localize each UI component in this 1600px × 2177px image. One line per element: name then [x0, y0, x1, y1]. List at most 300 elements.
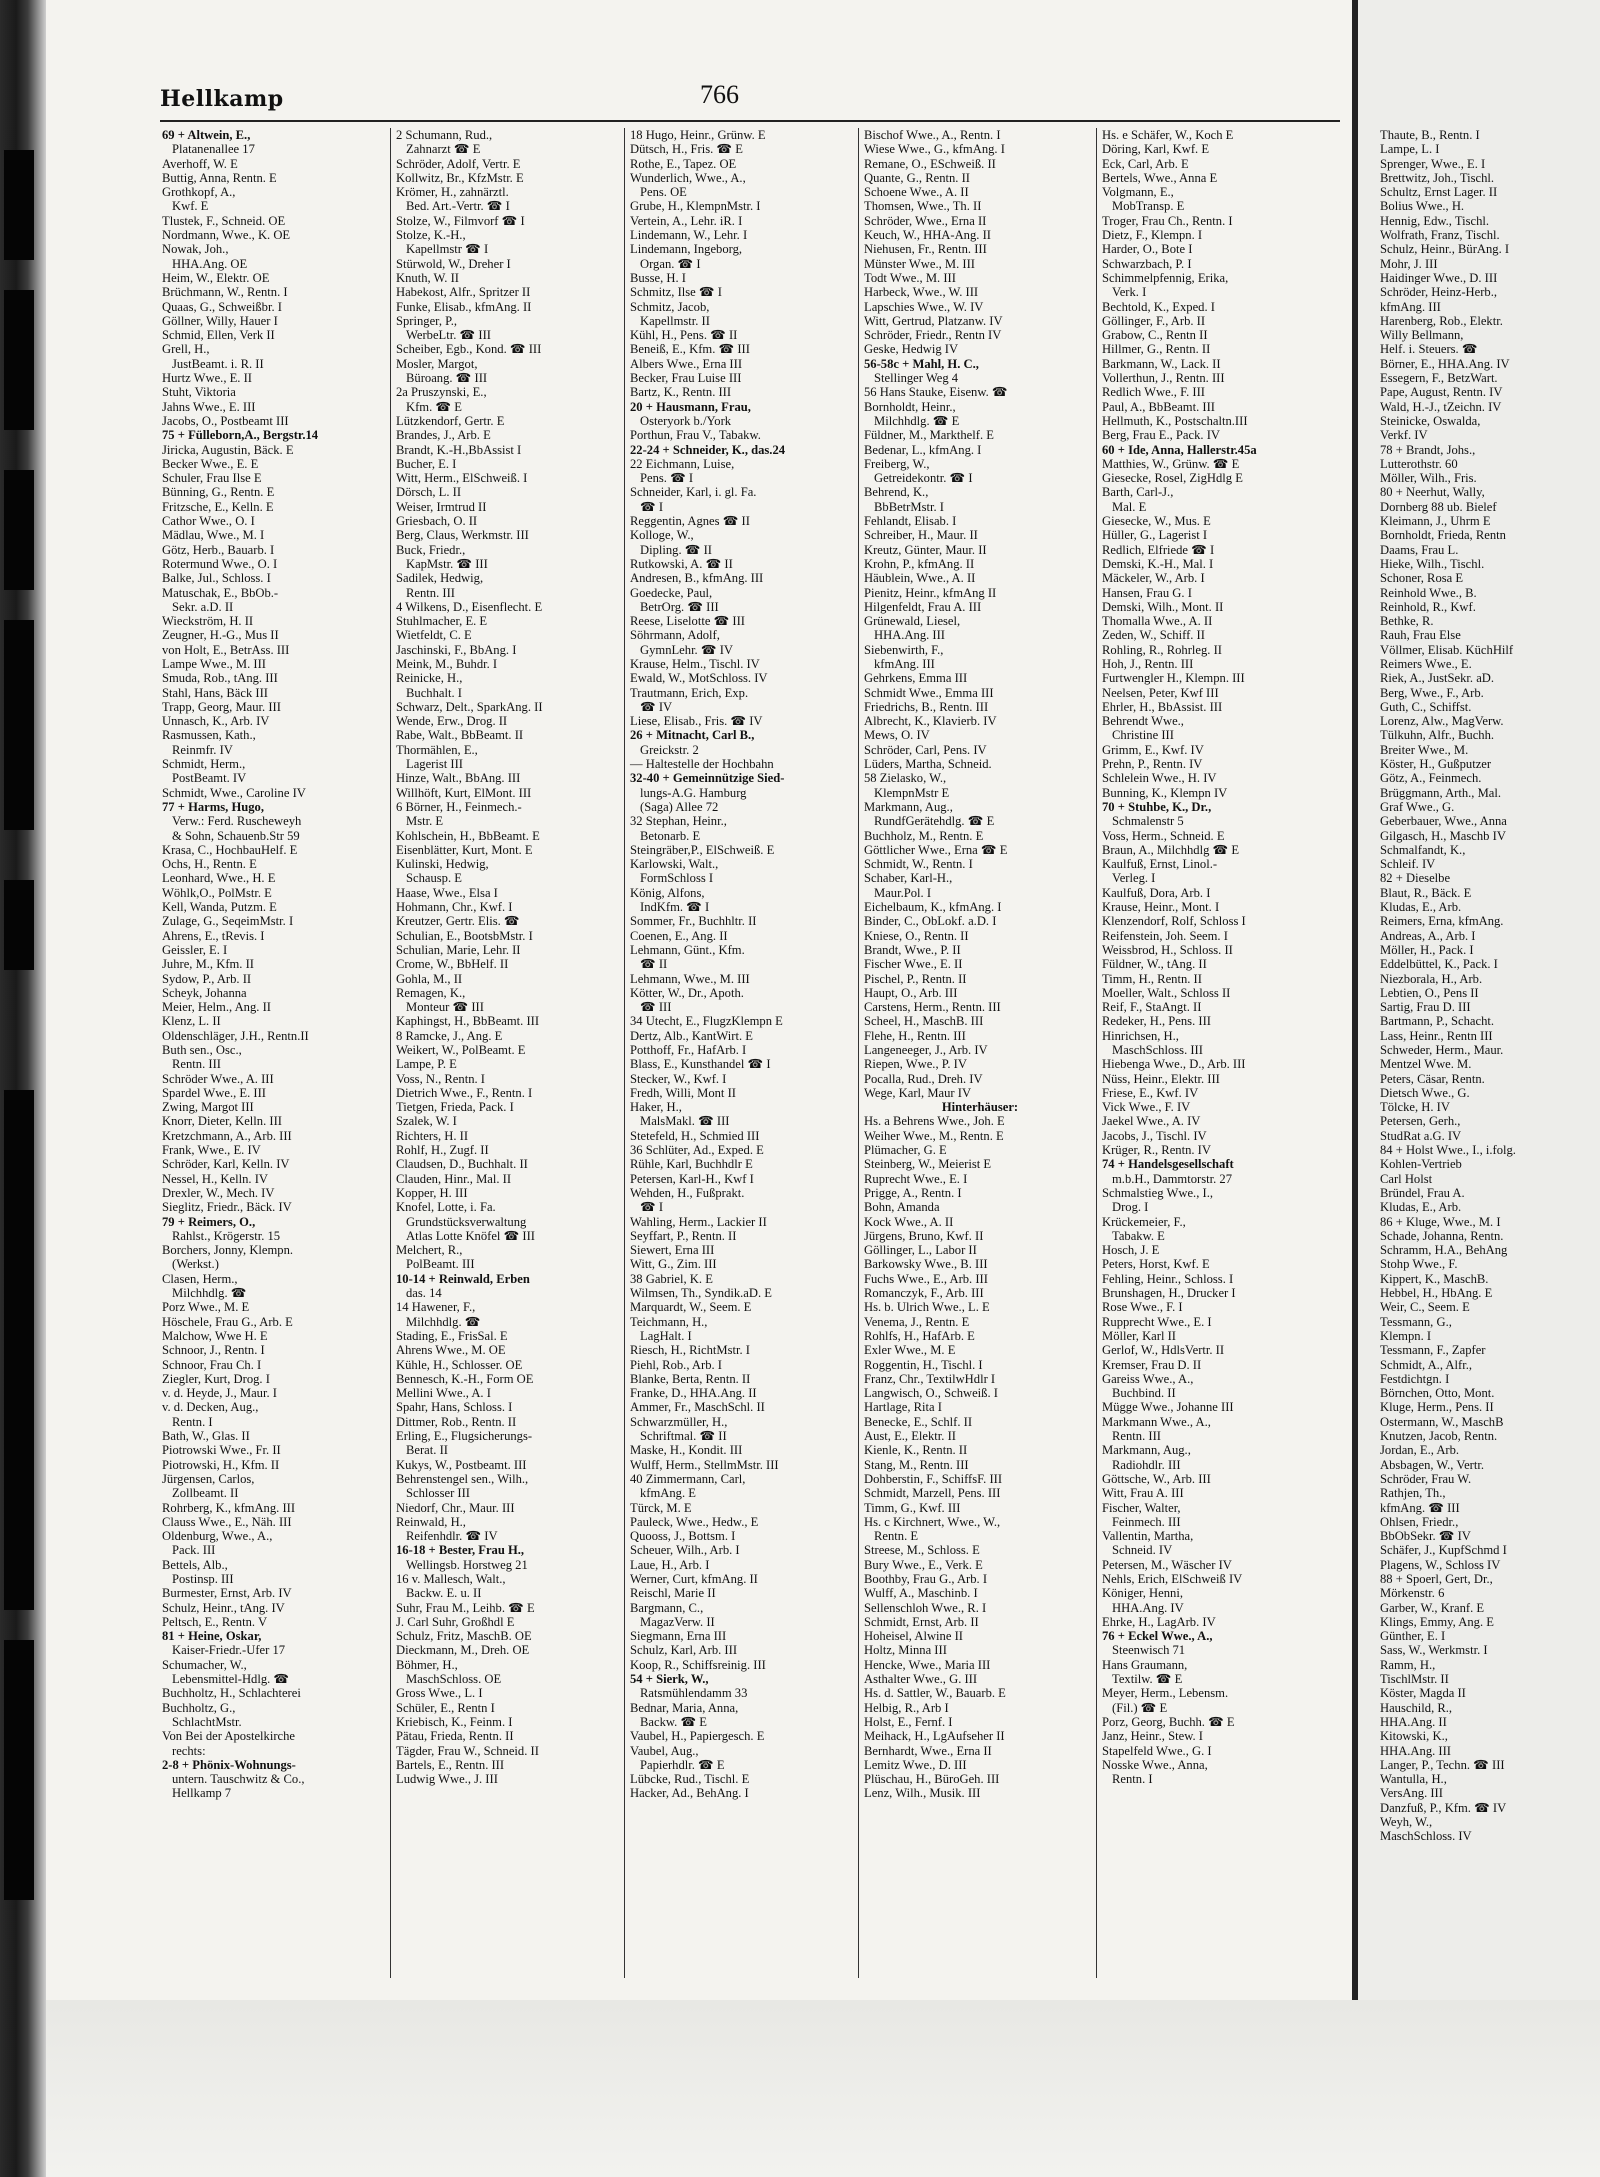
- directory-entry-line: Pätau, Frieda, Rentn. II: [396, 1729, 514, 1744]
- directory-entry-line: Buchhalt. I: [406, 685, 462, 700]
- directory-entry-line: Wunderlich, Wwe., A.,: [630, 170, 746, 185]
- directory-entry-line: Brandt, K.-H.,BbAssist I: [396, 442, 522, 457]
- directory-entry-line: Schröder, Carl, Pens. IV: [864, 742, 987, 757]
- directory-entry-line: kfmAng. E: [640, 1486, 696, 1501]
- directory-entry-line: Schröder, Wwe., Erna II: [864, 213, 987, 228]
- directory-entry-line: Stetefeld, H., Schmied III: [630, 1128, 760, 1143]
- directory-entry-line: Dörsch, L. II: [396, 485, 462, 500]
- directory-entry-line: TischlMstr. II: [1380, 1672, 1449, 1687]
- directory-entry-line: Böhmer, H.,: [396, 1657, 458, 1672]
- directory-entry-line: Lüders, Martha, Schneid.: [864, 757, 992, 772]
- directory-entry-line: Borchers, Jonny, Klempn.: [162, 1243, 294, 1258]
- directory-entry-line: Grothkopf, A.,: [162, 185, 236, 200]
- directory-entry-line: Piotrowski Wwe., Fr. II: [162, 1443, 281, 1458]
- directory-entry-line: Gohla, M., II: [396, 971, 463, 986]
- directory-entry-line: kfmAng. III: [874, 656, 935, 671]
- directory-entry-line: KapMstr. ☎ III: [406, 556, 488, 571]
- directory-entry-line: Schumacher, W.,: [162, 1657, 247, 1672]
- directory-entry-line: Wolfrath, Franz, Tischl.: [1380, 228, 1500, 243]
- directory-entry-line: IndKfm. ☎ I: [640, 900, 710, 915]
- directory-entry-line: Krause, Helm., Tischl. IV: [630, 656, 760, 671]
- directory-entry-line: Mosler, Margot,: [396, 356, 478, 371]
- directory-entry-line: Boothby, Frau G., Arb. I: [864, 1571, 988, 1586]
- directory-column-2: [394, 128, 625, 1978]
- directory-entry-line: Knuth, W. II: [396, 270, 459, 285]
- directory-entry-line: Schmitz, Ilse ☎ I: [630, 285, 722, 300]
- directory-entry-line: Haupt, O., Arb. III: [864, 985, 958, 1000]
- directory-entry-line: Milchhdlg. ☎: [406, 1314, 481, 1329]
- directory-entry-line: MobTransp. E: [1112, 199, 1185, 214]
- directory-entry-line: Dohberstin, F., SchiffsF. III: [864, 1471, 1003, 1486]
- directory-entry-line: Bettels, Alb.,: [162, 1557, 228, 1572]
- directory-entry-line: Hs. a Behrens Wwe., Joh. E: [864, 1114, 1005, 1129]
- directory-entry-line: Wietfeldt, C. E: [396, 628, 472, 643]
- directory-entry-line: Blaut, R., Bäck. E: [1380, 885, 1472, 900]
- directory-entry-line: Kohlschein, H., BbBeamt. E: [396, 828, 540, 843]
- directory-entry-line: (Saga) Allee 72: [640, 799, 719, 814]
- directory-entry-line: Crome, W., BbHelf. II: [396, 957, 509, 972]
- directory-entry-line: Harbeck, Wwe., W. III: [864, 285, 979, 300]
- directory-entry-line: Kriebisch, K., Feinm. I: [396, 1714, 513, 1729]
- directory-entry-line: Unnasch, K., Arb. IV: [162, 714, 270, 729]
- directory-entry-line: Buttig, Anna, Rentn. E: [162, 170, 277, 185]
- directory-entry-line: Vallentin, Martha,: [1102, 1529, 1194, 1544]
- directory-entry-line: Reinwald, H.,: [396, 1514, 466, 1529]
- directory-entry-line: Haidinger Wwe., D. III: [1380, 270, 1498, 285]
- directory-entry-line: Exler Wwe., M. E: [864, 1343, 956, 1358]
- directory-entry-line: Schmidt, Marzell, Pens. III: [864, 1486, 1001, 1501]
- directory-entry-line: Mews, O. IV: [864, 728, 930, 743]
- directory-entry-line: Schriftmal. ☎ II: [640, 1429, 727, 1444]
- directory-entry-line: 60 + Ide, Anna, Hallerstr.45a: [1102, 442, 1257, 457]
- directory-entry-line: Schmalfandt, K.,: [1380, 842, 1466, 857]
- directory-entry-line: König, Alfons,: [630, 885, 705, 900]
- directory-entry-line: Kühl, H., Pens. ☎ II: [630, 328, 738, 343]
- directory-entry-line: Wulff, A., Maschinb. I: [864, 1586, 978, 1601]
- directory-entry-line: 40 Zimmermann, Carl,: [630, 1471, 746, 1486]
- directory-entry-line: Stürwold, W., Dreher I: [396, 256, 511, 271]
- directory-entry-line: Göllner, Willy, Hauer I: [162, 313, 278, 328]
- directory-entry-line: Witt, Gertrud, Platzanw. IV: [864, 313, 1003, 328]
- directory-entry-line: HHA.Ang. IV: [1112, 1600, 1184, 1615]
- directory-entry-line: Thomsen, Wwe., Th. II: [864, 199, 982, 214]
- directory-entry-line: Weissbrod, H., Schloss. II: [1102, 942, 1233, 957]
- directory-entry-line: Helf. i. Steuers. ☎: [1380, 342, 1478, 357]
- directory-column-3: [628, 128, 859, 1978]
- directory-entry-line: Schmid, Ellen, Verk II: [162, 328, 275, 343]
- directory-entry-line: Petersen, M., Wäscher IV: [1102, 1557, 1232, 1572]
- directory-entry-line: Schuler, Frau Ilse E: [162, 471, 262, 486]
- directory-entry-line: ☎ II: [640, 957, 668, 972]
- directory-entry-line: Buchholz, M., Rentn. E: [864, 828, 984, 843]
- directory-entry-line: 2 Schumann, Rud.,: [396, 128, 493, 142]
- directory-entry-line: 2-8 + Phönix-Wohnungs-: [162, 1757, 296, 1772]
- directory-entry-line: Wilmsen, Th., Syndik.aD. E: [630, 1286, 772, 1301]
- directory-entry-line: Bartz, K., Rentn. III: [630, 385, 732, 400]
- directory-entry-line: 8 Ramcke, J., Ang. E: [396, 1028, 503, 1043]
- directory-entry-line: Türck, M. E: [630, 1500, 692, 1515]
- directory-entry-line: 79 + Reimers, O.,: [162, 1214, 256, 1229]
- directory-entry-line: Juhre, M., Kfm. II: [162, 957, 254, 972]
- directory-entry-line: Clauss Wwe., E., Näh. III: [162, 1514, 292, 1529]
- directory-entry-line: Wende, Erw., Drog. II: [396, 714, 508, 729]
- directory-entry-line: Stahl, Hans, Bäck III: [162, 685, 268, 700]
- directory-entry-line: ☎ III: [640, 1000, 672, 1015]
- directory-entry-line: Fischer Wwe., E. II: [864, 957, 963, 972]
- directory-entry-line: Hilgenfeldt, Frau A. III: [864, 599, 982, 614]
- directory-entry-line: Getreidekontr. ☎ I: [874, 471, 973, 486]
- directory-entry-line: Geske, Hedwig IV: [864, 342, 959, 357]
- directory-entry-line: Hoh, J., Rentn. III: [1102, 656, 1194, 671]
- directory-entry-line: Helbig, R., Arb I: [864, 1700, 949, 1715]
- directory-entry-line: Götz, A., Feinmech.: [1380, 771, 1482, 786]
- directory-entry-line: Schulz, Karl, Arb. III: [630, 1643, 738, 1658]
- directory-entry-line: Hs. b. Ulrich Wwe., L. E: [864, 1300, 990, 1315]
- directory-entry-line: Trautmann, Erich, Exp.: [630, 685, 749, 700]
- directory-entry-line: Maske, H., Kondit. III: [630, 1443, 743, 1458]
- directory-entry-line: Ohlsen, Friedr.,: [1380, 1514, 1459, 1529]
- adjacent-page-column: [1378, 128, 1600, 1978]
- directory-entry-line: Rasmussen, Kath.,: [162, 728, 256, 743]
- directory-entry-line: Frank, Wwe., E. IV: [162, 1143, 261, 1158]
- directory-entry-line: Stecker, W., Kwf. I: [630, 1071, 727, 1086]
- directory-entry-line: Lebensmittel-Hdlg. ☎: [172, 1672, 290, 1687]
- directory-entry-line: Kienle, K., Rentn. II: [864, 1443, 968, 1458]
- directory-entry-line: Voss, Herm., Schneid. E: [1102, 828, 1225, 843]
- directory-entry-line: Scheyk, Johanna: [162, 985, 247, 1000]
- scan-artifact: [4, 620, 34, 830]
- directory-entry-line: Börner, E., HHA.Ang. IV: [1380, 356, 1510, 371]
- directory-entry-line: Haker, H.,: [630, 1100, 682, 1115]
- directory-entry-line: Nowak, Joh.,: [162, 242, 229, 257]
- directory-entry-line: Günther, E. I: [1380, 1629, 1446, 1644]
- directory-entry-line: HHA.Ang. III: [1380, 1743, 1451, 1758]
- directory-entry-line: Schausp. E: [406, 871, 462, 886]
- directory-entry-line: Petersen, Karl-H., Kwf I: [630, 1171, 754, 1186]
- directory-entry-line: Langer, P., Techn. ☎ III: [1380, 1757, 1505, 1772]
- directory-entry-line: Osteryork b./York: [640, 413, 732, 428]
- directory-entry-line: Buck, Friedr.,: [396, 542, 466, 557]
- directory-entry-line: Prehn, P., Rentn. IV: [1102, 757, 1203, 772]
- directory-entry-line: Kfm. ☎ E: [406, 399, 462, 414]
- directory-entry-line: Wöhlk,O., PolMstr. E: [162, 885, 272, 900]
- directory-entry-line: WerbeLtr. ☎ III: [406, 328, 491, 343]
- directory-entry-line: Lehmann, Günt., Kfm.: [630, 942, 745, 957]
- directory-entry-line: Bohn, Amanda: [864, 1200, 940, 1215]
- directory-entry-line: Karlowski, Walt.,: [630, 857, 719, 872]
- directory-entry-line: Siegmann, Erna III: [630, 1629, 727, 1644]
- directory-entry-line: Schneid. IV: [1112, 1543, 1173, 1558]
- directory-entry-line: Kretzchmann, A., Arb. III: [162, 1128, 292, 1143]
- directory-entry-line: Steingräber,P., ElSchweiß. E: [630, 842, 775, 857]
- directory-entry-line: Rose Wwe., F. I: [1102, 1300, 1183, 1315]
- page-number: 766: [700, 80, 739, 109]
- directory-entry-line: Springer, P.,: [396, 313, 458, 328]
- directory-entry-line: Hinterhäuser:: [941, 1100, 1019, 1115]
- directory-entry-line: Brandt, Wwe., P. II: [864, 942, 961, 957]
- directory-entry-line: Freiberg, W.,: [864, 456, 930, 471]
- directory-entry-line: Tessmann, F., Zapfer: [1380, 1343, 1486, 1358]
- directory-entry-line: Porthun, Frau V., Tabakw.: [630, 428, 761, 443]
- directory-entry-line: Niezborala, H., Arb.: [1380, 971, 1483, 986]
- directory-entry-line: Werner, Curt, kfmAng. II: [630, 1571, 758, 1586]
- directory-entry-line: Jürgens, Bruno, Kwf. II: [864, 1228, 984, 1243]
- directory-entry-line: Ahrens Wwe., M. OE: [396, 1343, 506, 1358]
- directory-entry-line: Schwarzbach, P. I: [1102, 256, 1192, 271]
- directory-entry-line: Jahns Wwe., E. III: [162, 399, 256, 414]
- directory-entry-line: Backw. ☎ E: [640, 1714, 707, 1729]
- directory-entry-line: Laue, H., Arb. I: [630, 1557, 710, 1572]
- directory-entry-line: 10-14 + Reinwald, Erben: [396, 1271, 530, 1286]
- directory-entry-line: Schmidt, Herm.,: [162, 757, 246, 772]
- directory-entry-line: Scheuer, Wilh., Arb. I: [630, 1543, 740, 1558]
- directory-entry-line: Eck, Carl, Arb. E: [1102, 156, 1189, 171]
- directory-entry-line: Dornberg 88 ub. Bielef: [1380, 499, 1497, 514]
- directory-entry-line: Pocalla, Rud., Dreh. IV: [864, 1071, 983, 1086]
- directory-entry-line: MagazVerw. II: [640, 1614, 715, 1629]
- directory-entry-line: Kopper, H. III: [396, 1185, 468, 1200]
- scan-bottom-margin: [46, 2000, 1600, 2177]
- directory-entry-line: Haase, Wwe., Elsa I: [396, 885, 498, 900]
- directory-entry-line: Hs. e Schäfer, W., Koch E: [1102, 128, 1234, 142]
- directory-entry-line: Nessel, H., Kelln. IV: [162, 1171, 268, 1186]
- directory-entry-line: kfmAng. ☎ III: [1380, 1500, 1460, 1515]
- directory-entry-line: Hoheisel, Alwine II: [864, 1629, 963, 1644]
- directory-entry-line: Kapellmstr ☎ I: [406, 242, 489, 257]
- directory-entry-line: Hansen, Frau G. I: [1102, 585, 1192, 600]
- directory-entry-line: Brettwitz, Joh., Tischl.: [1380, 170, 1495, 185]
- directory-entry-line: Götz, Herb., Bauarb. I: [162, 542, 275, 557]
- directory-entry-line: Jiricka, Augustin, Bäck. E: [162, 442, 294, 457]
- directory-entry-line: Schmitz, Jacob,: [630, 299, 710, 314]
- directory-entry-line: Hiebenga Wwe., D., Arb. III: [1102, 1057, 1246, 1072]
- directory-entry-line: Gerlof, W., HdlsVertr. II: [1102, 1343, 1225, 1358]
- directory-entry-line: Brüggmann, Arth., Mal.: [1380, 785, 1502, 800]
- directory-entry-line: Siewert, Erna III: [630, 1243, 715, 1258]
- running-head: Hellkamp: [160, 86, 284, 112]
- directory-entry-line: MaschSchloss. OE: [406, 1672, 502, 1687]
- directory-entry-line: Maur.Pol. I: [874, 885, 932, 900]
- directory-entry-line: Tägder, Frau W., Schneid. II: [396, 1743, 539, 1758]
- directory-entry-line: Tölcke, H. IV: [1380, 1100, 1450, 1115]
- directory-entry-line: Quooss, J., Bottsm. I: [630, 1529, 736, 1544]
- directory-entry-line: Pischel, P., Rentn. II: [864, 971, 967, 986]
- directory-entry-line: Janz, Heinr., Stew. I: [1102, 1729, 1203, 1744]
- directory-entry-line: Smuda, Rob., tAng. III: [162, 671, 278, 686]
- directory-entry-line: Milchhdlg. ☎ E: [874, 413, 960, 428]
- directory-entry-line: Liese, Elisab., Fris. ☎ IV: [630, 714, 763, 729]
- directory-entry-line: Harder, O., Bote I: [1102, 242, 1193, 257]
- directory-entry-line: Nehls, Erich, ElSchweiß IV: [1102, 1571, 1243, 1586]
- directory-entry-line: Schulz, Heinr., tAng. IV: [162, 1600, 285, 1615]
- directory-entry-line: Schoene Wwe., A. II: [864, 185, 969, 200]
- directory-entry-line: Kell, Wanda, Putzm. E: [162, 900, 277, 915]
- directory-entry-line: Fischer, Walter,: [1102, 1500, 1181, 1515]
- directory-entry-line: 76 + Eckel Wwe., A.,: [1102, 1629, 1213, 1644]
- directory-entry-line: Jaekel Wwe., A. IV: [1102, 1114, 1201, 1129]
- directory-entry-line: Bechtold, K., Exped. I: [1102, 299, 1215, 314]
- directory-entry-line: Kulinski, Hedwig,: [396, 857, 489, 872]
- directory-entry-line: Ruprecht Wwe., E. I: [864, 1171, 968, 1186]
- directory-entry-line: Prigge, A., Rentn. I: [864, 1185, 962, 1200]
- directory-entry-line: Bethke, R.: [1380, 614, 1434, 629]
- directory-entry-line: Rahlst., Krögerstr. 15: [172, 1228, 281, 1243]
- directory-entry-line: Rathjen, Th.,: [1380, 1486, 1446, 1501]
- directory-entry-line: Quante, G., Rentn. II: [864, 170, 970, 185]
- directory-entry-line: Ratsmühlendamm 33: [640, 1686, 748, 1701]
- directory-entry-line: Kniese, O., Rentn. II: [864, 928, 969, 943]
- directory-entry-line: rechts:: [172, 1743, 206, 1758]
- directory-entry-line: Schlelein Wwe., H. IV: [1102, 771, 1217, 786]
- directory-entry-line: Rentn. E: [874, 1529, 919, 1544]
- directory-entry-line: Bartels, E., Rentn. III: [396, 1757, 505, 1772]
- directory-entry-line: Gross Wwe., L. I: [396, 1686, 483, 1701]
- directory-entry-line: Neelsen, Peter, Kwf III: [1102, 685, 1219, 700]
- directory-entry-line: Schnoor, J., Rentn. I: [162, 1343, 265, 1358]
- directory-entry-line: Ehrke, H., LagArb. IV: [1102, 1614, 1216, 1629]
- directory-entry-line: Lutterothstr. 60: [1380, 456, 1458, 471]
- directory-entry-line: Christine III: [1112, 728, 1174, 743]
- directory-entry-line: Völlmer, Elisab. KüchHilf: [1380, 642, 1514, 657]
- directory-entry-line: Schweder, Herm., Maur.: [1380, 1043, 1504, 1057]
- directory-entry-line: Peters, Horst, Kwf. E: [1102, 1257, 1210, 1272]
- directory-entry-line: Lübcke, Rud., Tischl. E: [630, 1772, 750, 1787]
- directory-entry-line: Kludas, E., Arb.: [1380, 1200, 1462, 1215]
- directory-entry-line: Danzfuß, P., Kfm. ☎ IV: [1380, 1800, 1507, 1815]
- directory-entry-line: Friese, E., Kwf. IV: [1102, 1085, 1199, 1100]
- directory-entry-line: JustBeamt. i. R. II: [172, 356, 264, 371]
- directory-entry-line: Dipling. ☎ II: [640, 542, 713, 557]
- directory-entry-line: Riesch, H., RichtMstr. I: [630, 1343, 750, 1358]
- directory-entry-line: Möller, Karl II: [1102, 1328, 1176, 1343]
- directory-entry-line: Backw. E. u. II: [406, 1586, 482, 1601]
- directory-entry-line: Szalek, W. I: [396, 1114, 457, 1129]
- directory-entry-line: Krüger, R., Rentn. IV: [1102, 1143, 1211, 1158]
- directory-entry-line: Eisenblätter, Kurt, Mont. E: [396, 842, 533, 857]
- directory-entry-line: Markmann, Aug.,: [864, 799, 953, 814]
- directory-entry-line: Bertels, Wwe., Anna E: [1102, 170, 1218, 185]
- directory-entry-line: Lindemann, Ingeborg,: [630, 242, 743, 257]
- directory-entry-line: Radiohdlr. III: [1112, 1457, 1181, 1472]
- directory-entry-line: Albers Wwe., Erna III: [630, 356, 743, 371]
- directory-entry-line: Lenz, Wilh., Musik. III: [864, 1786, 981, 1801]
- directory-entry-line: Fritzsche, E., Kelln. E: [162, 499, 274, 514]
- directory-entry-line: Remagen, K.,: [396, 985, 466, 1000]
- directory-entry-line: Schwarz, Delt., SparkAng. II: [396, 699, 543, 714]
- directory-entry-line: Timm, G., Kwf. III: [864, 1500, 961, 1515]
- directory-entry-line: Köster, H., Gußputzer: [1380, 757, 1492, 772]
- directory-columns: [160, 128, 1340, 1978]
- scan-artifact: [4, 1640, 34, 1900]
- directory-entry-line: Goedecke, Paul,: [630, 585, 713, 600]
- directory-entry-line: Zahnarzt ☎ E: [406, 142, 481, 157]
- directory-entry-line: Göllinger, F., Arb. II: [1102, 313, 1206, 328]
- directory-entry-line: Scheel, H., MaschB. III: [864, 1014, 984, 1029]
- directory-entry-line: kfmAng. III: [1380, 299, 1441, 314]
- directory-entry-line: Vaubel, Aug.,: [630, 1743, 699, 1758]
- directory-entry-line: Göllinger, L., Labor II: [864, 1243, 977, 1258]
- directory-entry-line: Papierhdlr. ☎ E: [640, 1757, 725, 1772]
- directory-entry-line: Wieckström, H. II: [162, 614, 254, 629]
- directory-entry-line: Markmann Wwe., A.,: [1102, 1414, 1211, 1429]
- directory-entry-line: Franke, D., HHA.Ang. II: [630, 1386, 757, 1401]
- directory-entry-line: Stohp Wwe., F.: [1380, 1257, 1458, 1272]
- directory-entry-line: Busse, H. I: [630, 270, 686, 285]
- directory-entry-line: Gilgasch, H., Maschb IV: [1380, 828, 1506, 843]
- directory-entry-line: & Sohn, Schauenb.Str 59: [172, 828, 300, 843]
- directory-entry-line: Hacker, Ad., BehAng. I: [630, 1786, 749, 1801]
- directory-entry-line: 82 + Dieselbe: [1380, 871, 1451, 886]
- directory-entry-line: v. d. Heyde, J., Maur. I: [162, 1386, 277, 1401]
- directory-entry-line: Daams, Frau L.: [1380, 542, 1459, 557]
- directory-entry-line: 18 Hugo, Heinr., Grünw. E: [630, 128, 766, 142]
- directory-entry-line: Franz, Chr., TextilwHdlr I: [864, 1371, 996, 1386]
- directory-entry-line: Coenen, E., Ang. II: [630, 928, 728, 943]
- directory-entry-line: Schaber, Karl-H.,: [864, 871, 953, 886]
- directory-entry-line: Binder, C., ObLokf. a.D. I: [864, 914, 997, 929]
- directory-entry-line: BetrOrg. ☎ III: [640, 599, 719, 614]
- directory-entry-line: Grell, H.,: [162, 342, 210, 357]
- directory-entry-line: Nordmann, Wwe., K. OE: [162, 228, 291, 243]
- directory-entry-line: Hs. c Kirchnert, Wwe., W.,: [864, 1514, 1001, 1529]
- directory-entry-line: Oldenschläger, J.H., Rentn.II: [162, 1028, 309, 1043]
- directory-entry-line: 80 + Neerhut, Wally,: [1380, 485, 1485, 500]
- directory-entry-line: Suhr, Frau M., Leihb. ☎ E: [396, 1600, 535, 1615]
- directory-entry-line: Stolze, W., Filmvorf ☎ I: [396, 213, 525, 228]
- directory-entry-line: Eichelbaum, K., kfmAng. I: [864, 900, 1002, 915]
- directory-entry-line: Ziegler, Kurt, Drog. I: [162, 1371, 270, 1386]
- directory-entry-line: Fehling, Heinr., Schloss. I: [1102, 1271, 1234, 1286]
- directory-entry-line: 16-18 + Bester, Frau H.,: [396, 1543, 525, 1558]
- directory-entry-line: Melchert, R.,: [396, 1243, 463, 1258]
- directory-entry-line: 20 + Hausmann, Frau,: [630, 399, 751, 414]
- directory-entry-line: Pape, August, Rentn. IV: [1380, 385, 1503, 400]
- directory-entry-line: Klenz, L. II: [162, 1014, 221, 1029]
- directory-entry-line: Benecke, E., Schlf. II: [864, 1414, 973, 1429]
- directory-entry-line: Wellingsb. Horstweg 21: [406, 1557, 528, 1572]
- directory-entry-line: Schmidt, Ernst, Arb. II: [864, 1614, 979, 1629]
- directory-entry-line: Witt, Frau A. III: [1102, 1486, 1184, 1501]
- directory-entry-line: Rohlfs, H., HafArb. E: [864, 1328, 975, 1343]
- directory-entry-line: Behrenstengel sen., Wilh.,: [396, 1471, 529, 1486]
- directory-entry-line: Markmann, Aug.,: [1102, 1443, 1191, 1458]
- directory-entry-line: Meihack, H., LgAufseher II: [864, 1729, 1005, 1744]
- directory-entry-line: 36 Schlüter, Ad., Exped. E: [630, 1143, 764, 1158]
- directory-entry-line: Bedenar, L., kfmAng. I: [864, 442, 982, 457]
- directory-entry-line: Atlas Lotte Knöfel ☎ III: [406, 1228, 535, 1243]
- directory-entry-line: Reinhold Wwe., B.: [1380, 585, 1477, 600]
- directory-entry-line: 22 Eichmann, Luise,: [630, 456, 735, 471]
- directory-entry-line: Reimers, Erna, kfmAng.: [1380, 914, 1504, 929]
- directory-entry-line: Stapelfeld Wwe., G. I: [1102, 1743, 1212, 1758]
- directory-entry-line: Andreas, A., Arb. I: [1380, 928, 1476, 943]
- directory-entry-line: Brunshagen, H., Drucker I: [1102, 1286, 1236, 1301]
- directory-entry-line: Schnoor, Frau Ch. I: [162, 1357, 262, 1372]
- directory-entry-line: Gareiss Wwe., A.,: [1102, 1371, 1194, 1386]
- directory-entry-line: Plüschau, H., BüroGeh. III: [864, 1772, 1000, 1787]
- directory-entry-line: Leonhard, Wwe., H. E: [162, 871, 276, 886]
- directory-entry-line: Remane, O., ESchweiß. II: [864, 156, 996, 171]
- directory-entry-line: Möller, Wilh., Fris.: [1380, 471, 1477, 486]
- directory-entry-line: Schmidt, W., Rentn. I: [864, 857, 973, 872]
- directory-entry-line: Göttsche, W., Arb. III: [1102, 1471, 1211, 1486]
- directory-entry-line: Dietsch Wwe., G.: [1380, 1085, 1470, 1100]
- directory-entry-line: Becker Wwe., E. E: [162, 456, 259, 471]
- directory-entry-line: Dütsch, H., Fris. ☎ E: [630, 142, 743, 157]
- directory-entry-line: VersAng. III: [1380, 1786, 1443, 1801]
- directory-entry-line: Bed. Art.-Vertr. ☎ I: [406, 199, 510, 214]
- directory-entry-line: Meink, M., Buhdr. I: [396, 656, 498, 671]
